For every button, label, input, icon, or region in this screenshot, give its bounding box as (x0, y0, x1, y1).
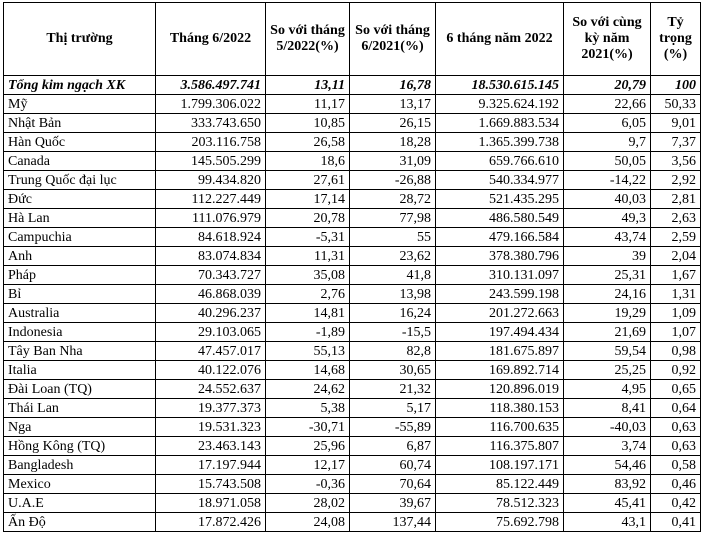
total-label: Tổng kim ngạch XK (4, 76, 156, 95)
cell-vs-same-period-2021: 22,66 (564, 95, 651, 114)
cell-vs-same-period-2021: 25,31 (564, 266, 651, 285)
header-row (4, 3, 701, 76)
header-june-2022: Tháng 6/2022 (156, 3, 266, 76)
cell-market: Anh (4, 247, 156, 266)
cell-six-months-2022: 120.896.019 (436, 380, 564, 399)
cell-share: 0,63 (651, 437, 701, 456)
cell-vs-june-2021: 41,8 (350, 266, 436, 285)
cell-market: Đài Loan (TQ) (4, 380, 156, 399)
cell-six-months-2022: 486.580.549 (436, 209, 564, 228)
cell-vs-may-2022: 11,31 (266, 247, 350, 266)
total-row (4, 76, 701, 95)
cell-vs-same-period-2021: 54,46 (564, 456, 651, 475)
cell-vs-may-2022: 10,85 (266, 114, 350, 133)
cell-vs-same-period-2021: 83,92 (564, 475, 651, 494)
cell-share: 0,98 (651, 342, 701, 361)
cell-vs-same-period-2021: 9,7 (564, 133, 651, 152)
cell-share: 0,41 (651, 513, 701, 532)
cell-vs-same-period-2021: 49,3 (564, 209, 651, 228)
cell-six-months-2022: 243.599.198 (436, 285, 564, 304)
cell-vs-may-2022: -30,71 (266, 418, 350, 437)
cell-vs-same-period-2021: 4,95 (564, 380, 651, 399)
cell-share: 2,63 (651, 209, 701, 228)
table-row (4, 114, 701, 133)
cell-june-2022: 333.743.650 (156, 114, 266, 133)
cell-market: Campuchia (4, 228, 156, 247)
cell-share: 1,31 (651, 285, 701, 304)
cell-market: Mỹ (4, 95, 156, 114)
export-markets-table (3, 2, 701, 532)
cell-vs-may-2022: 35,08 (266, 266, 350, 285)
table-row (4, 209, 701, 228)
cell-june-2022: 17.872.426 (156, 513, 266, 532)
cell-june-2022: 23.463.143 (156, 437, 266, 456)
cell-vs-same-period-2021: 45,41 (564, 494, 651, 513)
cell-vs-june-2021: 55 (350, 228, 436, 247)
cell-vs-same-period-2021: 21,69 (564, 323, 651, 342)
cell-vs-june-2021: 31,09 (350, 152, 436, 171)
cell-vs-same-period-2021: 3,74 (564, 437, 651, 456)
cell-vs-same-period-2021: -14,22 (564, 171, 651, 190)
cell-june-2022: 40.122.076 (156, 361, 266, 380)
cell-vs-may-2022: 2,76 (266, 285, 350, 304)
cell-vs-same-period-2021: 19,29 (564, 304, 651, 323)
table-row (4, 380, 701, 399)
cell-six-months-2022: 540.334.977 (436, 171, 564, 190)
cell-six-months-2022: 116.375.807 (436, 437, 564, 456)
cell-six-months-2022: 479.166.584 (436, 228, 564, 247)
cell-market: U.A.E (4, 494, 156, 513)
cell-market: Tây Ban Nha (4, 342, 156, 361)
header-share: Tỷ trọng (%) (651, 3, 701, 76)
table-row (4, 323, 701, 342)
cell-vs-may-2022: 14,81 (266, 304, 350, 323)
cell-share: 1,07 (651, 323, 701, 342)
cell-share: 0,63 (651, 418, 701, 437)
cell-share: 2,04 (651, 247, 701, 266)
total-share: 100 (651, 76, 701, 95)
cell-june-2022: 29.103.065 (156, 323, 266, 342)
cell-six-months-2022: 169.892.714 (436, 361, 564, 380)
cell-share: 3,56 (651, 152, 701, 171)
cell-june-2022: 19.377.373 (156, 399, 266, 418)
cell-vs-june-2021: 77,98 (350, 209, 436, 228)
table-row (4, 285, 701, 304)
table-row (4, 247, 701, 266)
total-vs-same-period-2021: 20,79 (564, 76, 651, 95)
cell-market: Indonesia (4, 323, 156, 342)
table-row (4, 171, 701, 190)
cell-june-2022: 24.552.637 (156, 380, 266, 399)
cell-market: Hồng Kông (TQ) (4, 437, 156, 456)
cell-market: Bỉ (4, 285, 156, 304)
cell-june-2022: 40.296.237 (156, 304, 266, 323)
cell-vs-june-2021: 21,32 (350, 380, 436, 399)
cell-vs-may-2022: -0,36 (266, 475, 350, 494)
header-vs-may-2022: So với tháng 5/2022(%) (266, 3, 350, 76)
cell-six-months-2022: 75.692.798 (436, 513, 564, 532)
cell-vs-may-2022: 24,08 (266, 513, 350, 532)
cell-vs-june-2021: 26,15 (350, 114, 436, 133)
cell-vs-same-period-2021: 40,03 (564, 190, 651, 209)
cell-june-2022: 18.971.058 (156, 494, 266, 513)
cell-june-2022: 99.434.820 (156, 171, 266, 190)
cell-six-months-2022: 659.766.610 (436, 152, 564, 171)
cell-market: Nhật Bản (4, 114, 156, 133)
total-vs-june-2021: 16,78 (350, 76, 436, 95)
table-row (4, 437, 701, 456)
cell-june-2022: 112.227.449 (156, 190, 266, 209)
cell-vs-june-2021: 28,72 (350, 190, 436, 209)
cell-vs-june-2021: 6,87 (350, 437, 436, 456)
cell-market: Nga (4, 418, 156, 437)
cell-share: 0,64 (651, 399, 701, 418)
cell-share: 1,09 (651, 304, 701, 323)
cell-share: 2,81 (651, 190, 701, 209)
cell-vs-may-2022: 11,17 (266, 95, 350, 114)
cell-market: Đức (4, 190, 156, 209)
cell-vs-june-2021: 60,74 (350, 456, 436, 475)
cell-vs-may-2022: 24,62 (266, 380, 350, 399)
cell-june-2022: 84.618.924 (156, 228, 266, 247)
cell-vs-june-2021: -15,5 (350, 323, 436, 342)
cell-vs-same-period-2021: 8,41 (564, 399, 651, 418)
cell-vs-same-period-2021: 6,05 (564, 114, 651, 133)
cell-share: 0,92 (651, 361, 701, 380)
cell-share: 2,59 (651, 228, 701, 247)
cell-vs-same-period-2021: 39 (564, 247, 651, 266)
table-row (4, 152, 701, 171)
table-row (4, 494, 701, 513)
cell-vs-may-2022: 26,58 (266, 133, 350, 152)
cell-vs-may-2022: -5,31 (266, 228, 350, 247)
cell-market: Italia (4, 361, 156, 380)
cell-six-months-2022: 9.325.624.192 (436, 95, 564, 114)
cell-vs-june-2021: 23,62 (350, 247, 436, 266)
cell-vs-june-2021: 5,17 (350, 399, 436, 418)
header-market: Thị trường (4, 3, 156, 76)
cell-vs-may-2022: 17,14 (266, 190, 350, 209)
total-june-2022: 3.586.497.741 (156, 76, 266, 95)
cell-vs-june-2021: 13,17 (350, 95, 436, 114)
cell-market: Canada (4, 152, 156, 171)
cell-six-months-2022: 197.494.434 (436, 323, 564, 342)
table-row (4, 95, 701, 114)
cell-june-2022: 111.076.979 (156, 209, 266, 228)
cell-market: Bangladesh (4, 456, 156, 475)
cell-june-2022: 70.343.727 (156, 266, 266, 285)
cell-market: Hàn Quốc (4, 133, 156, 152)
cell-vs-june-2021: -55,89 (350, 418, 436, 437)
table-row (4, 418, 701, 437)
cell-vs-june-2021: 82,8 (350, 342, 436, 361)
cell-vs-same-period-2021: 25,25 (564, 361, 651, 380)
table-row (4, 475, 701, 494)
cell-vs-june-2021: 16,24 (350, 304, 436, 323)
cell-june-2022: 15.743.508 (156, 475, 266, 494)
total-vs-may-2022: 13,11 (266, 76, 350, 95)
cell-six-months-2022: 108.197.171 (436, 456, 564, 475)
cell-vs-may-2022: 20,78 (266, 209, 350, 228)
cell-vs-june-2021: -26,88 (350, 171, 436, 190)
cell-six-months-2022: 116.700.635 (436, 418, 564, 437)
table-row (4, 342, 701, 361)
total-six-months-2022: 18.530.615.145 (436, 76, 564, 95)
cell-vs-may-2022: -1,89 (266, 323, 350, 342)
cell-share: 7,37 (651, 133, 701, 152)
table-row (4, 266, 701, 285)
cell-june-2022: 17.197.944 (156, 456, 266, 475)
cell-vs-may-2022: 27,61 (266, 171, 350, 190)
cell-june-2022: 83.074.834 (156, 247, 266, 266)
cell-share: 0,42 (651, 494, 701, 513)
cell-vs-june-2021: 70,64 (350, 475, 436, 494)
cell-vs-same-period-2021: 24,16 (564, 285, 651, 304)
header-six-months-2022: 6 tháng năm 2022 (436, 3, 564, 76)
cell-share: 1,67 (651, 266, 701, 285)
cell-six-months-2022: 310.131.097 (436, 266, 564, 285)
cell-market: Hà Lan (4, 209, 156, 228)
table-row (4, 399, 701, 418)
cell-vs-may-2022: 14,68 (266, 361, 350, 380)
cell-vs-may-2022: 18,6 (266, 152, 350, 171)
cell-market: Trung Quốc đại lục (4, 171, 156, 190)
cell-market: Ấn Độ (4, 513, 156, 532)
table-row (4, 304, 701, 323)
cell-market: Thái Lan (4, 399, 156, 418)
cell-six-months-2022: 78.512.323 (436, 494, 564, 513)
cell-vs-may-2022: 55,13 (266, 342, 350, 361)
cell-six-months-2022: 201.272.663 (436, 304, 564, 323)
cell-six-months-2022: 378.380.796 (436, 247, 564, 266)
table-row (4, 513, 701, 532)
table-row (4, 456, 701, 475)
table-row (4, 133, 701, 152)
cell-vs-june-2021: 137,44 (350, 513, 436, 532)
cell-six-months-2022: 85.122.449 (436, 475, 564, 494)
cell-market: Pháp (4, 266, 156, 285)
cell-vs-june-2021: 39,67 (350, 494, 436, 513)
cell-vs-may-2022: 12,17 (266, 456, 350, 475)
cell-share: 2,92 (651, 171, 701, 190)
header-vs-same-period-2021: So với cùng kỳ năm 2021(%) (564, 3, 651, 76)
table-row (4, 361, 701, 380)
cell-vs-same-period-2021: -40,03 (564, 418, 651, 437)
cell-vs-june-2021: 30,65 (350, 361, 436, 380)
cell-six-months-2022: 1.365.399.738 (436, 133, 564, 152)
cell-june-2022: 145.505.299 (156, 152, 266, 171)
cell-june-2022: 46.868.039 (156, 285, 266, 304)
cell-vs-same-period-2021: 50,05 (564, 152, 651, 171)
cell-vs-same-period-2021: 43,1 (564, 513, 651, 532)
header-vs-june-2021: So với tháng 6/2021(%) (350, 3, 436, 76)
cell-market: Mexico (4, 475, 156, 494)
cell-june-2022: 203.116.758 (156, 133, 266, 152)
cell-vs-may-2022: 28,02 (266, 494, 350, 513)
cell-vs-same-period-2021: 59,54 (564, 342, 651, 361)
cell-share: 9,01 (651, 114, 701, 133)
cell-six-months-2022: 181.675.897 (436, 342, 564, 361)
cell-six-months-2022: 118.380.153 (436, 399, 564, 418)
cell-share: 0,58 (651, 456, 701, 475)
cell-six-months-2022: 1.669.883.534 (436, 114, 564, 133)
cell-june-2022: 19.531.323 (156, 418, 266, 437)
cell-vs-may-2022: 5,38 (266, 399, 350, 418)
table-body (4, 76, 701, 532)
cell-vs-may-2022: 25,96 (266, 437, 350, 456)
cell-vs-june-2021: 18,28 (350, 133, 436, 152)
cell-share: 0,46 (651, 475, 701, 494)
cell-june-2022: 47.457.017 (156, 342, 266, 361)
cell-vs-june-2021: 13,98 (350, 285, 436, 304)
cell-june-2022: 1.799.306.022 (156, 95, 266, 114)
cell-share: 50,33 (651, 95, 701, 114)
table-row (4, 190, 701, 209)
table-row (4, 228, 701, 247)
cell-vs-same-period-2021: 43,74 (564, 228, 651, 247)
cell-six-months-2022: 521.435.295 (436, 190, 564, 209)
cell-share: 0,65 (651, 380, 701, 399)
cell-market: Australia (4, 304, 156, 323)
